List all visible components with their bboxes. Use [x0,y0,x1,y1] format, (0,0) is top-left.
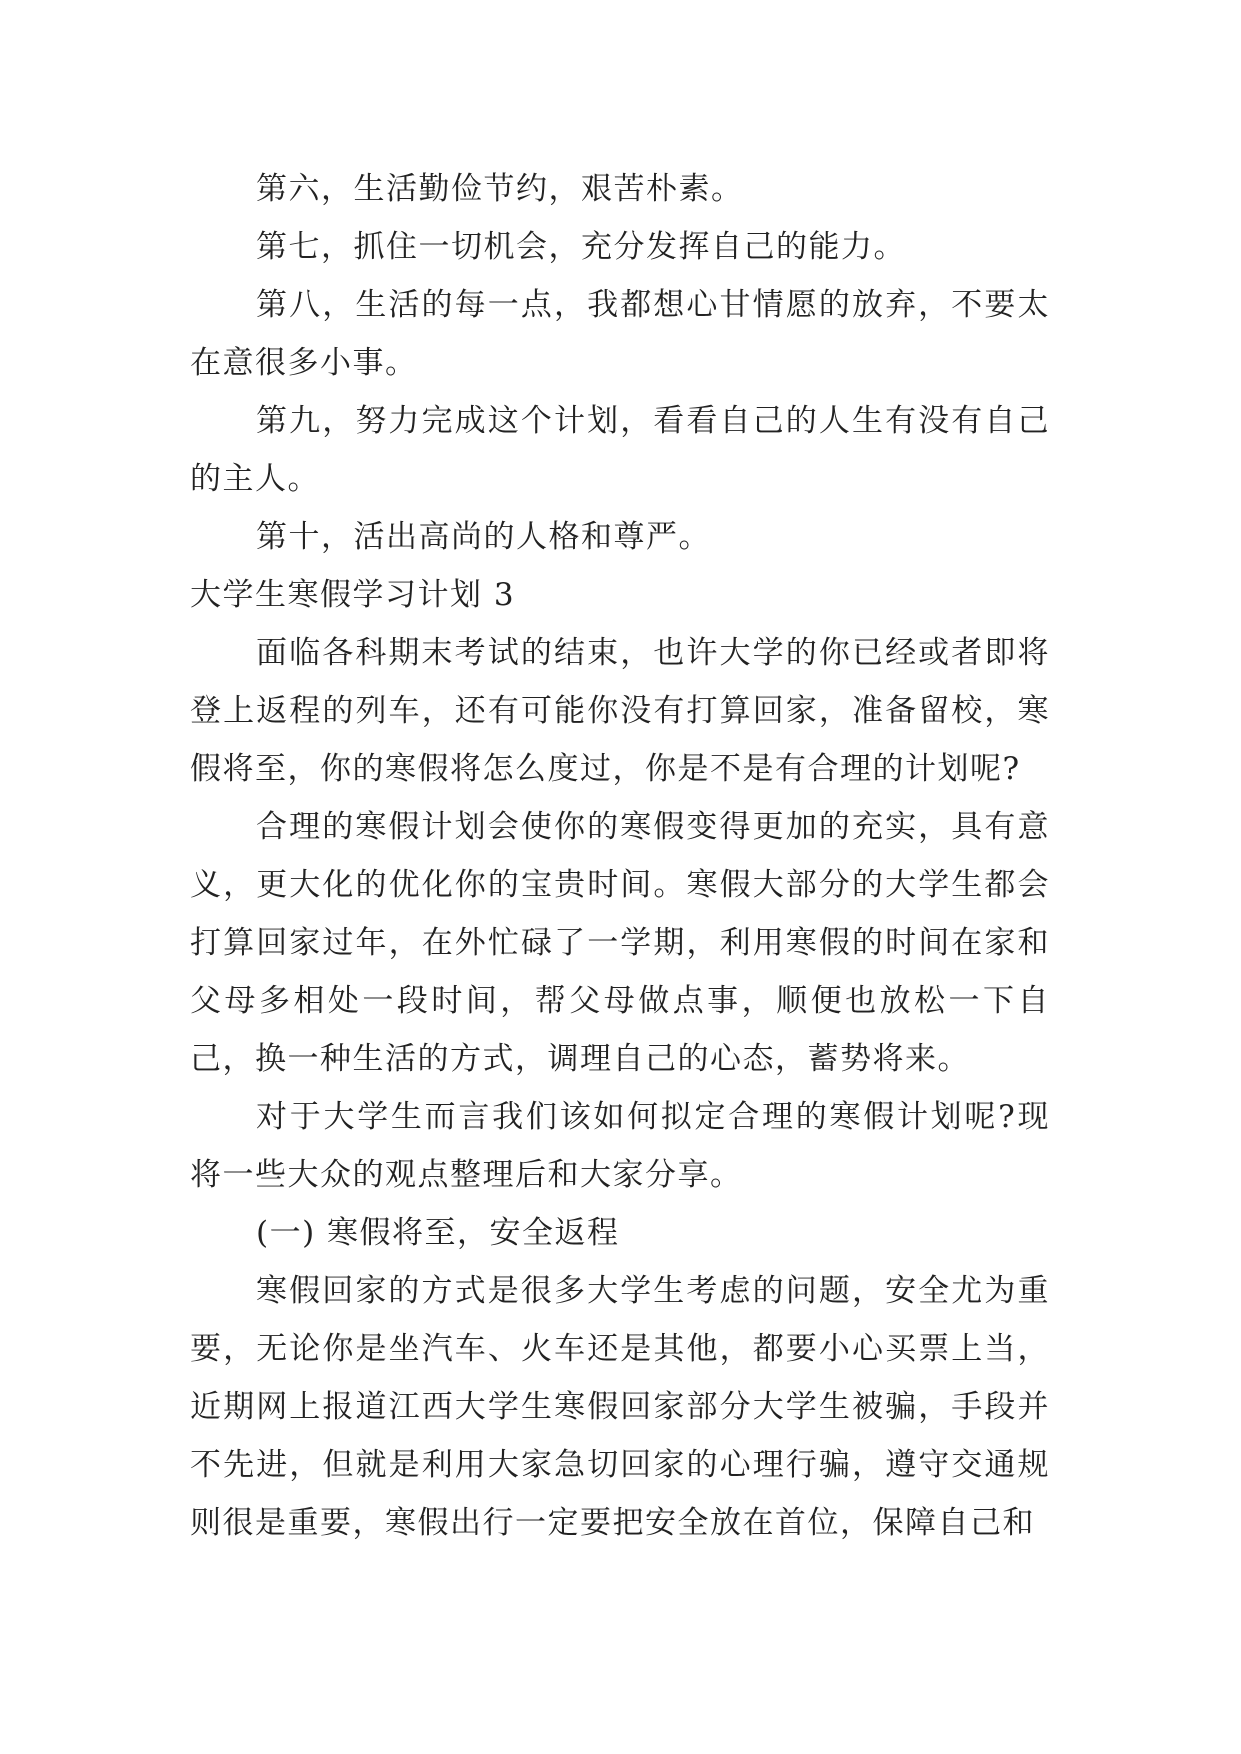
sharing-paragraph: 对于大学生而言我们该如何拟定合理的寒假计划呢?现将一些大众的观点整理后和大家分享。 [190,1099,1050,1193]
paragraph-item-8: 第八，生活的每一点，我都想心甘情愿的放弃，不要太在意很多小事。 [190,287,1050,381]
safety-paragraph: 寒假回家的方式是很多大学生考虑的问题，安全尤为重要，无论你是坐汽车、火车还是其他，都要小心买票上当，近期网上报道江西大学生寒假回家部分大学生被骗，手段并不先进，但就是利用大家急切回家的心理行骗，遵守交通规则很是重要，寒假出行一定要把安全放在首位，保障自己和 [190,1273,1050,1541]
paragraph-item-7: 第七，抓住一切机会，充分发挥自己的能力。 [256,229,906,265]
document-body [190,160,1050,1552]
paragraph-item-10: 第十，活出高尚的人格和尊严。 [256,519,711,555]
plan-paragraph: 合理的寒假计划会使你的寒假变得更加的充实，具有意义，更大化的优化你的宝贵时间。寒假大部分的大学生都会打算回家过年，在外忙碌了一学期，利用寒假的时间在家和父母多相处一段时间，帮父母做点事，顺便也放松一下自己，换一种生活的方式，调理自己的心态，蓄势将来。 [190,809,1050,1077]
intro-paragraph: 面临各科期末考试的结束，也许大学的你已经或者即将登上返程的列车，还有可能你没有打算回家，准备留校，寒假将至，你的寒假将怎么度过，你是不是有合理的计划呢? [190,635,1050,787]
subsection-heading: (一) 寒假将至，安全返程 [256,1215,620,1251]
section-heading: 大学生寒假学习计划 3 [190,577,516,613]
paragraph-item-9: 第九，努力完成这个计划，看看自己的人生有没有自己的主人。 [190,403,1050,497]
paragraph-item-6: 第六，生活勤俭节约，艰苦朴素。 [256,171,744,207]
